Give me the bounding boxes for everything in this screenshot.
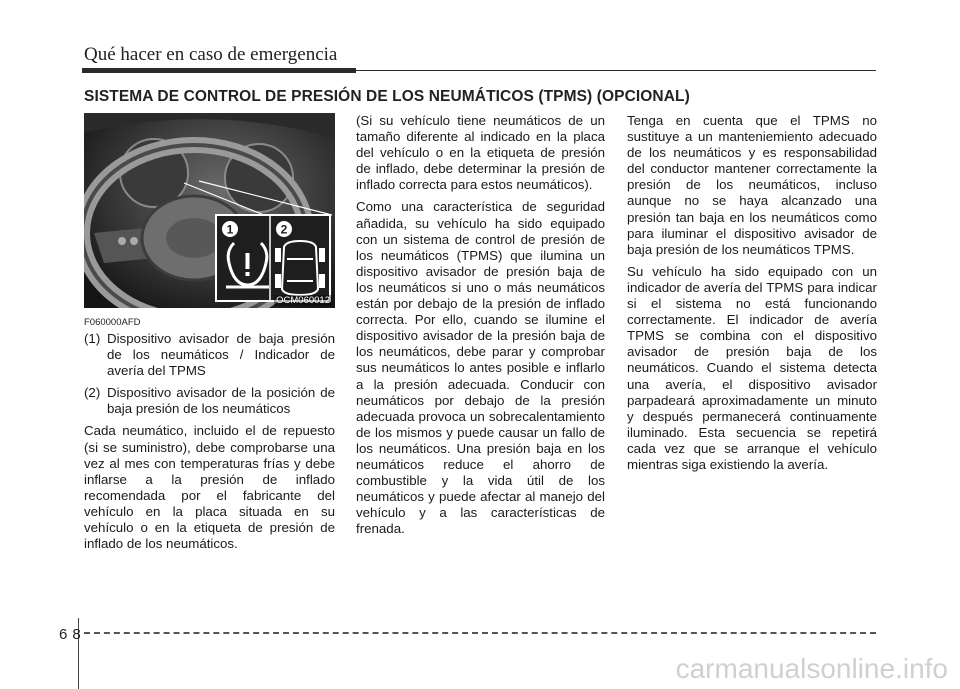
page-index: 8 <box>72 626 86 643</box>
list-item-text: Dispositivo avisador de la posición de baja presión de los neumáticos <box>107 385 335 417</box>
paragraph: Como una característica de seguridad añadida, su vehículo ha sido equipado con un sistema de control de presión de los neumáticos (TPMS) que ilumina un dispositivo avisador de presión baja de los neumáticos si uno o más neumáticos están por debajo de la presión de inflado correcta. Por ello, cuando se ilumine el dispositivo avisador de la presión baja de los neumáticos, debe parar y comprobar sus neumáticos lo antes posible e inflarlo a la presión adecuada. Conducir con neumáticos por debajo de la presión adecuada provoca un sobrecalentamiento de los mismos y puede causar un fallo de los neumáticos. Una presión baja en los neumáticos reduce el ahorro de combustible y la vida útil de los neumáticos y puede afectar al manejo del vehículo y a las características de frenada. <box>356 199 605 537</box>
paragraph: Su vehículo ha sido equipado con un indicador de avería del TPMS para indicar si el sistema no está funcionando correctamente. El indicador de avería TPMS se combina con el dispositivo avisador de presión baja de los neumáticos. Cuando el sistema detecta una avería, el dispositivo avisador parpadeará aproximadamente un minuto y después permanecerá continuamente iluminado. Esta secuencia se repetirá cada vez que se arranque el vehículo mientras siga existiendo la avería. <box>627 263 877 472</box>
list-item-number: (1) <box>84 331 101 346</box>
page-number <box>59 626 86 643</box>
dashboard-illustration <box>84 113 335 308</box>
paragraph: Tenga en cuenta que el TPMS no sustituye a un manteniemiento adecuado de los neumáticos y es responsabilidad del conductor mantener correctamente la presión de los neumáticos, incluso aunque no se haya alcanzado una presión tan baja en los neumáticos como para iluminar el dispositivo avisador de baja presión de los neumáticos TPMS. <box>627 113 877 257</box>
section-heading: SISTEMA DE CONTROL DE PRESIÓN DE LOS NEUMÁTICOS (TPMS) (OPCIONAL) <box>84 88 690 105</box>
figure-reference: F060000AFD <box>84 317 141 328</box>
header-title: Qué hacer en caso de emergencia <box>84 44 338 65</box>
header-rule-thick <box>82 68 356 73</box>
watermark: carmanualsonline.info <box>675 653 948 684</box>
list-item-number: (2) <box>84 385 101 401</box>
header-rule-thin <box>356 70 876 71</box>
paragraph: (Si su vehículo tiene neumáticos de un tamaño diferente al indicado en la placa del vehículo o en la etiqueta de presión de inflado, debe determinar la presión de inflado correcta para estos neumáticos). <box>356 113 605 193</box>
callout-1: 1 <box>226 222 234 237</box>
list-item-text: Dispositivo avisador de baja presión de los neumáticos / Indicador de avería del TPMS <box>107 331 335 379</box>
paragraph: Cada neumático, incluido el de repuesto (si se suministro), debe comprobarse una vez al mes con temperaturas frías y debe inflarse a la presión de inflado recomendada por el fabricante del vehículo en la placa situada en su vehículo o en la etiqueta de presión de inflado de los neumáticos. <box>84 423 335 552</box>
column-2 <box>356 113 605 543</box>
callout-2: 2 <box>280 222 288 237</box>
page-chapter: 6 <box>59 626 73 643</box>
tpms-figure <box>84 113 335 308</box>
figure-code: OCM060012 <box>276 295 330 306</box>
column-1 <box>84 331 335 558</box>
column-3 <box>627 113 877 479</box>
list-item <box>84 385 335 417</box>
footer-dashed-rule <box>84 632 876 634</box>
list-item <box>84 331 335 379</box>
